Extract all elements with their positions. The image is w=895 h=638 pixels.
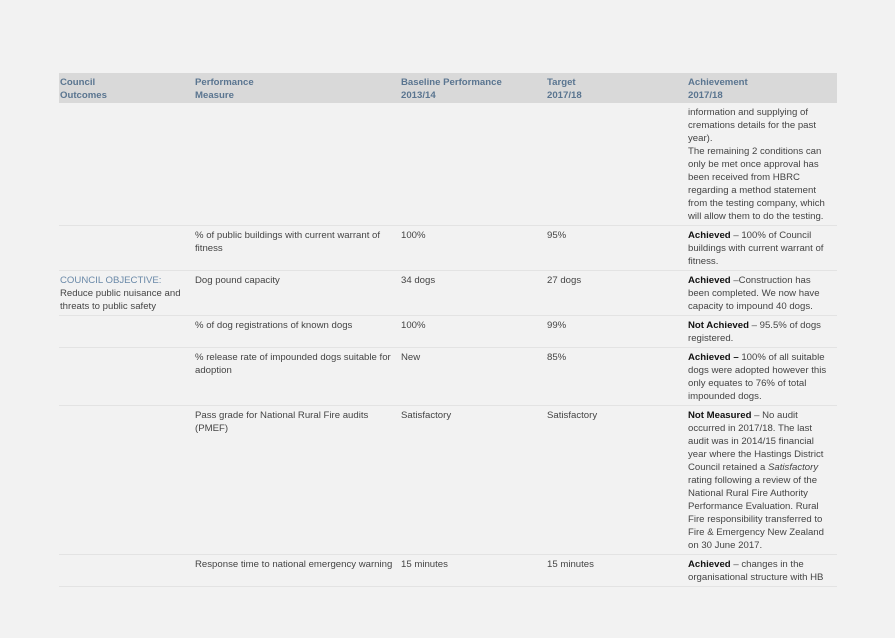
target-cell: 27 dogs — [547, 275, 582, 286]
outcome-text: Reduce public nuisance and threats to public safety — [60, 288, 181, 312]
achievement-text-after: rating following a review of the National Rural Fire Authority Performance Evaluation. Rural Fire responsibility transferred to Fire & Emergency New Zealand on 30 June 2017. — [688, 475, 824, 551]
achievement-cell — [687, 555, 837, 586]
target-cell: 85% — [547, 352, 567, 363]
table-row — [59, 406, 837, 555]
table-row — [59, 103, 837, 226]
achievement-text: – No audit occurred in 2017/18. The last audit was in 2014/15 financial year where the Hastings District Council retained a — [688, 410, 824, 473]
achievement-cell — [687, 406, 837, 554]
baseline-cell: New — [401, 352, 421, 363]
achievement-status: Achieved – — [688, 352, 739, 363]
target-cell: 99% — [547, 320, 567, 331]
measure-cell: Pass grade for National Rural Fire audits (PMEF) — [195, 410, 369, 434]
achievement-cell — [687, 316, 837, 347]
achievement-status: Achieved — [688, 275, 731, 286]
header-baseline: Baseline Performance 2013/14 — [401, 77, 502, 101]
table-row — [59, 271, 837, 316]
achievement-italic: Satisfactory — [768, 462, 819, 473]
achievement-text: – 95.5% of dogs registered. — [688, 320, 821, 344]
target-cell: 95% — [547, 230, 567, 241]
table-row — [59, 555, 837, 587]
baseline-cell: 100% — [401, 230, 426, 241]
achievement-text: – 100% of Council buildings with current warrant of fitness. — [688, 230, 824, 267]
header-achievement: Achievement 2017/18 — [688, 77, 748, 101]
table-row — [59, 316, 837, 348]
achievement-text: –Construction has been completed. We now have capacity to impound 40 dogs. — [688, 275, 820, 312]
header-performance-measure: Performance Measure — [195, 77, 254, 101]
target-cell: Satisfactory — [547, 410, 598, 421]
measure-cell: % of dog registrations of known dogs — [195, 320, 353, 331]
header-council-outcomes: Council Outcomes — [60, 77, 107, 101]
table-row — [59, 226, 837, 271]
measure-cell: % release rate of impounded dogs suitable for adoption — [195, 352, 391, 376]
achievement-status: Achieved — [688, 230, 731, 241]
measure-cell: Dog pound capacity — [195, 275, 280, 286]
header-target: Target 2017/18 — [547, 77, 582, 101]
achievement-cell — [687, 271, 837, 315]
measure-cell: Response time to national emergency warning — [195, 559, 393, 570]
achievement-status: Achieved — [688, 559, 731, 570]
achievement-cell — [687, 348, 837, 405]
baseline-cell: 34 dogs — [401, 275, 436, 286]
target-cell: 15 minutes — [547, 559, 594, 570]
baseline-cell: 15 minutes — [401, 559, 448, 570]
performance-table — [59, 73, 837, 587]
achievement-text: 100% of all suitable dogs were adopted however this only equates to 76% of total impounded dogs. — [688, 352, 827, 402]
measure-cell: % of public buildings with current warrant of fitness — [195, 230, 381, 254]
achievement-text: – changes in the organisational structure with HB — [688, 559, 824, 583]
achievement-cell — [687, 103, 837, 225]
council-objective-label: COUNCIL OBJECTIVE: — [60, 275, 162, 286]
achievement-status: Not Measured — [688, 410, 752, 421]
table-header — [59, 73, 837, 103]
achievement-status: Not Achieved — [688, 320, 749, 331]
table-row — [59, 348, 837, 406]
baseline-cell: Satisfactory — [401, 410, 452, 421]
achievement-text: information and supplying of cremations details for the past year). The remaining 2 conditions can only be met once approval has been received from HBRC regarding a method statement from the testing company, which will allow them to do the testing. — [688, 107, 825, 222]
baseline-cell: 100% — [401, 320, 426, 331]
achievement-cell — [687, 226, 837, 270]
outcome-cell — [59, 271, 194, 315]
